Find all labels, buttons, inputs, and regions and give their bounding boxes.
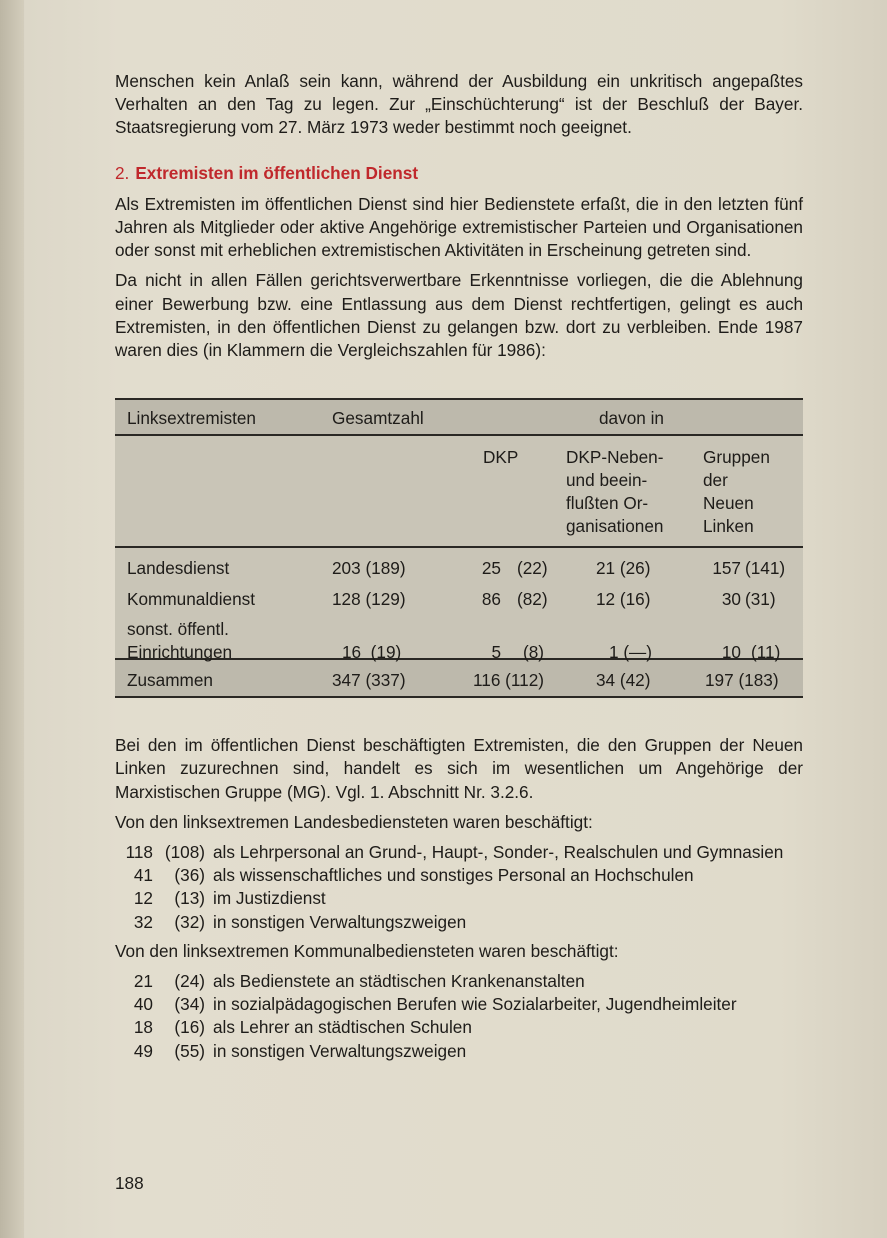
row-total-einrichtungen: 16 (19) [342, 642, 402, 663]
page-binding-edge [0, 0, 24, 1238]
section-heading [115, 162, 803, 185]
row-neben-einrichtungen: 1 (—) [609, 642, 652, 663]
row-dkp-einrichtungen: 5 [491, 642, 501, 663]
table-rule-bottom [115, 696, 803, 698]
list-item: 32 (32) in sonstigen Verwaltungszweigen [133, 911, 467, 932]
header-gruppen-3: Neuen [703, 493, 754, 514]
intro-paragraph: Menschen kein Anlaß sein kann, während der Ausbildung ein unkritisch angepaßtes Verhalten an den Tag zu legen. Zur „Einschüchterung“ ist der Beschluß der Bayer. Staatsregierung vom 27. März 1973 weder bestimmt noch geeignet. [115, 71, 803, 138]
table-sum-band [115, 660, 803, 696]
header-dkp: DKP [483, 447, 519, 468]
row-dkp-prev-einrichtungen: (8) [523, 642, 545, 663]
row-gruppen-prev-landesdienst: (141) [745, 558, 786, 579]
section-title: Extremisten im öffentlichen Dienst [135, 162, 419, 183]
list-item: 40 (34) in sozialpädagogischen Berufen wie Sozialarbeiter, Jugendheimleiter [133, 994, 737, 1015]
row-gruppen-prev-einrichtungen: (11) [751, 642, 781, 663]
row-dkp-prev-landesdienst: (22) [517, 558, 548, 579]
header-total: Gesamtzahl [332, 408, 424, 429]
extremists-table [115, 398, 803, 698]
definition-paragraph: Als Extremisten im öffentlichen Dienst sind hier Bedienstete erfaßt, die in den letzten fünf Jahren als Mitglieder oder aktive Angehörige extremistischer Parteien und Organisationen oder sonst mit erheblichen extremistischen Aktivitäten in Erscheinung getreten sind. [115, 193, 803, 261]
list-item: 12 (13) im Justizdienst [133, 888, 326, 909]
row-dkp-landesdienst: 25 [481, 558, 501, 579]
row-gruppen-landesdienst: 157 [712, 558, 741, 579]
row-dkp-kommunaldienst: 86 [481, 589, 501, 610]
list-kommunalbedienstete [115, 970, 803, 1063]
sum-dkp: 116 (112) [473, 670, 545, 691]
table-rule-header [115, 434, 803, 436]
list2-intro: Von den linksextremen Kommunalbediensteten waren beschäftigt: [115, 940, 619, 961]
list-item: 118 (108) als Lehrpersonal an Grund-, Haupt-, Sonder-, Realschulen und Gymnasien [125, 842, 784, 863]
row-neben-kommunaldienst: 12 (16) [596, 589, 651, 610]
row-total-landesdienst: 203 (189) [332, 558, 406, 579]
header-category: Linksextremisten [127, 408, 256, 429]
list1-intro: Von den linksextremen Landesbediensteten waren beschäftigt: [115, 811, 593, 832]
list-item: 18 (16) als Lehrer an städtischen Schulen [133, 1017, 472, 1038]
sum-label: Zusammen [127, 670, 213, 691]
header-neben-1: DKP-Neben- [566, 447, 664, 468]
header-neben-2: und beein- [566, 470, 648, 491]
mg-paragraph: Bei den im öffentlichen Dienst beschäftigten Extremisten, die den Gruppen der Neuen Linken zuzurechnen sind, handelt es sich im wesentlichen um Angehörige der Marxistischen Gruppe (MG). Vgl. 1. Abschnitt Nr. 3.2.6. [115, 735, 803, 802]
list-item: 21 (24) als Bedienstete an städtischen Krankenanstalten [133, 971, 585, 992]
header-gruppen-2: der [703, 470, 728, 491]
header-davon: davon in [599, 408, 664, 429]
page-content [115, 70, 803, 1069]
page-number: 188 [115, 1173, 144, 1193]
header-gruppen-1: Gruppen [703, 447, 770, 468]
row-label-einrichtungen: Einrichtungen [127, 642, 233, 663]
row-dkp-prev-kommunaldienst: (82) [517, 589, 548, 610]
section-number: 2. [115, 162, 130, 183]
row-gruppen-einrichtungen: 10 [721, 642, 741, 663]
header-neben-3: flußten Or- [566, 493, 649, 514]
table-rule-top [115, 398, 803, 400]
sum-neben: 34 (42) [596, 670, 651, 691]
row-gruppen-kommunaldienst: 30 [721, 589, 741, 610]
row-gruppen-prev-kommunaldienst: (31) [745, 589, 776, 610]
list-item: 41 (36) als wissenschaftliches und sonstiges Personal an Hochschulen [133, 865, 694, 886]
row-total-kommunaldienst: 128 (129) [332, 589, 406, 610]
sum-gruppen: 197 (183) [705, 670, 779, 691]
row-neben-landesdienst: 21 (26) [596, 558, 651, 579]
list-landesbedienstete [115, 841, 803, 934]
list-item: 49 (55) in sonstigen Verwaltungszweigen [133, 1040, 467, 1061]
row-label-kommunaldienst: Kommunaldienst [127, 589, 256, 610]
table-rule-body [115, 546, 803, 548]
context-paragraph: Da nicht in allen Fällen gerichtsverwertbare Erkenntnisse vorliegen, die die Ablehnung einer Bewerbung bzw. eine Entlassung aus dem Dienst rechtfertigen, gelingt es auch Extremisten, in den öffentlichen Dienst zu gelangen bzw. dort zu verbleiben. Ende 1987 waren dies (in Klammern die Vergleichszahlen für 1986): [115, 270, 803, 361]
header-gruppen-4: Linken [703, 516, 754, 537]
sum-total: 347 (337) [332, 670, 406, 691]
row-label-sonst-line1: sonst. öffentl. [127, 619, 229, 640]
header-neben-4: ganisationen [566, 516, 664, 537]
row-label-landesdienst: Landesdienst [127, 558, 230, 579]
